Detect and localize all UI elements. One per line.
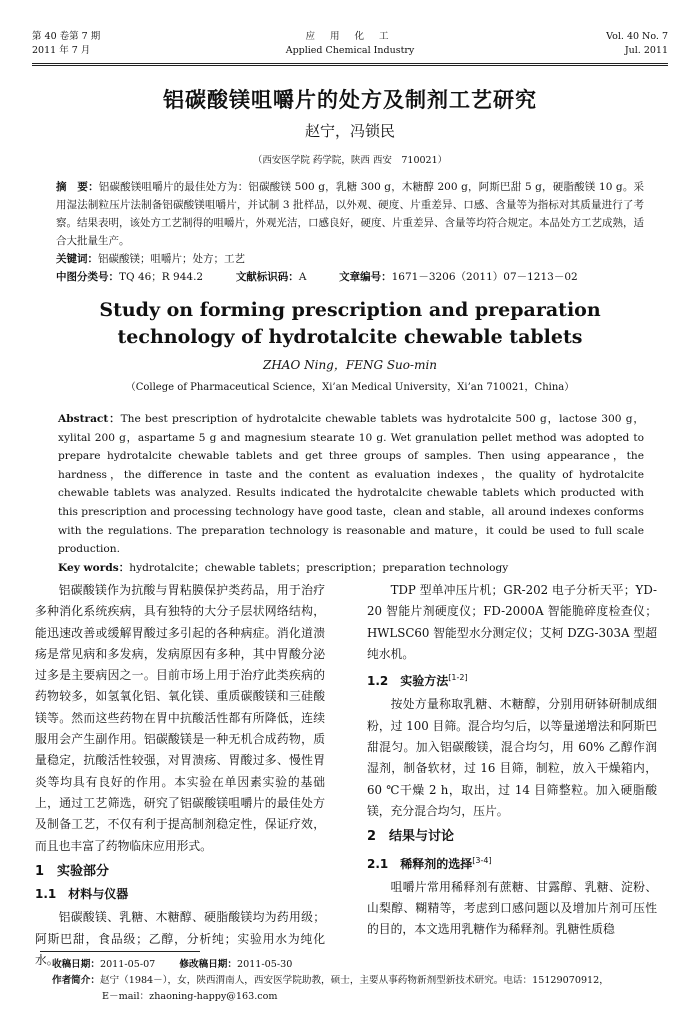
header-right: [606, 30, 668, 58]
body-column-right: [367, 580, 657, 941]
diluent-paragraph: 咀嚼片常用稀释剂有蔗糖、甘露醇、乳糖、淀粉、山梨醇、糊精等，考虑到口感问题以及增加片剂可压性的目的，本文选用乳糖作为稀释剂。乳糖性质稳: [367, 879, 657, 937]
header-center: [32, 30, 668, 58]
abstract-en: [58, 410, 644, 577]
section-1-heading: 1 实验部分: [35, 863, 110, 879]
footnote: [52, 957, 660, 1005]
dates-line: [52, 957, 660, 973]
date-en: Jul. 2011: [624, 45, 668, 56]
abstract-cn: [56, 178, 644, 286]
revised-label: 修改稿日期：: [179, 959, 237, 970]
keywords-en-label: Key words：: [58, 561, 130, 574]
abstract-en-text: The best prescription of hydrotalcite chewable tablets was hydrotalcite 500 g，lactose 300 g，xylital 200 g，aspartame 5 g and magnesium stearate 10 g. Wet granulation pellet method was adopted to prepare hydrotalcite chewable tablets and get three groups of samples. Then using appearance，the hardness，the difference in taste and the content as evaluation indexes，the quality of hydrotalcite chewable tablets was analyzed. Results indicated the hydrotalcite chewable tablets which producted with this prescription and processing technology have good taste，clean and stable，all around indexes conforms with the regulations. The preparation technology is reasonable and mature，it could be used to full scale production.: [58, 413, 644, 556]
authors-cn: 赵宁，冯锁民: [304, 122, 395, 140]
header-rule: [32, 63, 668, 64]
title-en: Study on forming prescription and preparation technology of hydrotalcite chewable tablets: [99, 299, 601, 348]
section-1-2-ref: [1-2]: [448, 673, 468, 683]
keywords-en-text: hydrotalcite；chewable tablets；prescription；preparation technology: [129, 561, 509, 574]
keywords-cn-label: 关键词：: [56, 253, 98, 265]
author-bio-label: 作者简介：: [52, 975, 100, 986]
abstract-cn-label: 摘 要：: [56, 181, 99, 193]
volume-en: Vol. 40 No. 7: [606, 31, 668, 42]
section-2-1-ref: [3-4]: [472, 855, 492, 865]
abstract-cn-text: 铝碳酸镁咀嚼片的最佳处方为：铝碳酸镁 500 g，乳糖 300 g，木糖醇 200 g，阿斯巴甜 5 g，硬脂酸镁 10 g。采用湿法制粒压片法制备铝碳酸镁咀嚼片，并试制 3 批样品，以外观、硬度、片重差异、口感、含量等为指标对其质量进行了考察。结果表明，该处方工艺制得的咀嚼片，外观光洁，口感良好，硬度、片重差异、含量等均符合规定。本品处方工艺成熟，适合大批量生产。: [56, 181, 645, 247]
volume-cn: 第 40 卷第 7 期: [32, 31, 101, 42]
section-2-heading: 2 结果与讨论: [367, 829, 455, 845]
journal-en: Applied Chemical Industry: [285, 45, 415, 56]
section-1-2-title: 1.2 实验方法: [367, 674, 449, 689]
journal-cn: 应 用 化 工: [305, 31, 395, 42]
received-label: 收稿日期：: [52, 959, 100, 970]
keywords-cn-text: 铝碳酸镁；咀嚼片；处方；工艺: [98, 253, 245, 265]
authors-en: ZHAO Ning，FENG Suo-min: [262, 358, 438, 372]
author-bio: [52, 973, 660, 989]
materials-paragraph: 铝碳酸镁、乳糖、木糖醇、硬脂酸镁均为药用级；阿斯巴甜，食品级；乙醇，分析纯；实验用水为纯化水。: [35, 910, 325, 968]
header-rule-2: [32, 65, 668, 66]
title-cn: 铝碳酸镁咀嚼片的处方及制剂工艺研究: [163, 88, 537, 112]
abstract-en-label: Abstract：: [58, 413, 121, 425]
running-header: [32, 30, 668, 70]
section-2-1-title: 2.1 稀释剂的选择: [367, 856, 473, 871]
instruments-paragraph: TDP 型单冲压片机；GR-202 电子分析天平；YD-20 智能片剂硬度仪；FD-2000A 智能脆碎度检查仪；HWLSC60 智能型水分测定仪；艾柯 DZG-303A 型超纯水机。: [367, 583, 657, 661]
clc-value: TQ 46；R 944.2: [119, 271, 204, 283]
revised-date: 2011-05-30: [236, 959, 293, 970]
doc-code-label: 文献标识码：: [235, 271, 299, 283]
author-bio-text: 赵宁（1984－），女，陕西渭南人，西安医学院助教，硕士，主要从事药物新剂型新技术研究。电话：15129070912，: [99, 975, 609, 986]
date-cn: 2011 年 7 月: [32, 45, 91, 56]
classification-line: [56, 268, 644, 286]
clc-label: 中图分类号：: [56, 271, 119, 283]
author-email: E－mail：zhaoning-happy@163.com: [102, 991, 278, 1002]
affiliation-cn: （西安医学院 药学院，陕西 西安 710021）: [252, 155, 448, 166]
section-1-1-heading: 1.1 材料与仪器: [35, 887, 129, 902]
article-no-value: 1671－3206（2011）07－1213－02: [391, 271, 578, 283]
footnote-rule: [40, 951, 200, 952]
keywords-cn: [56, 250, 644, 268]
received-date: 2011-05-07: [99, 959, 156, 970]
intro-paragraph: 铝碳酸镁作为抗酸与胃粘膜保护类药品，用于治疗多种消化系统疾病，具有独特的大分子层状网络结构，能迅速改善或缓解胃酸过多引起的各种病症。消化道溃疡是常见病和多发病，发病原因有多种，其中胃酸分泌过多是主要病因之一。目前市场上用于治疗此类疾病的药物较多，如氢氧化铝、氧化镁、重质碳酸镁和三硅酸镁等。然而这些药物在胃中抗酸活性都有所降低，连续服用会产生副作用。铝碳酸镁是一种无机合成药物，质量稳定，抗酸活性较强，对胃溃疡、胃酸过多、慢性胃炎等均具有良好的作用。本实验在单因素实验的基础上，通过工艺筛选，研究了铝碳酸镁咀嚼片的最佳处方及制备工艺，不仅有利于提高制剂稳定性，保证疗效，而且也丰富了药物临床应用形式。: [35, 583, 325, 853]
doc-code-value: A: [298, 271, 307, 283]
section-2-1-heading: [367, 850, 657, 875]
affiliation-en: （College of Pharmaceutical Science，Xi’an Medical University，Xi’an 710021，China）: [125, 382, 575, 393]
method-paragraph: 按处方量称取乳糖、木糖醇，分别用研钵研制成细粉，过 100 目筛。混合均匀后，以等量递增法和阿斯巴甜混匀。加入铝碳酸镁，混合均匀，用 60% 乙醇作润湿剂，制备软材，过 16 目筛，制粒，放入干燥箱内，60 ℃干燥 2 h，取出，过 14 目筛整粒。加入硬脂酸镁，充分混合均匀，压片。: [367, 697, 657, 818]
article-no-label: 文章编号：: [339, 271, 392, 283]
section-1-2-heading: [367, 667, 657, 692]
abstract-en-body: [58, 410, 644, 559]
abstract-cn-body: [56, 178, 644, 250]
keywords-en: [58, 559, 644, 578]
body-column-left: [35, 580, 325, 971]
